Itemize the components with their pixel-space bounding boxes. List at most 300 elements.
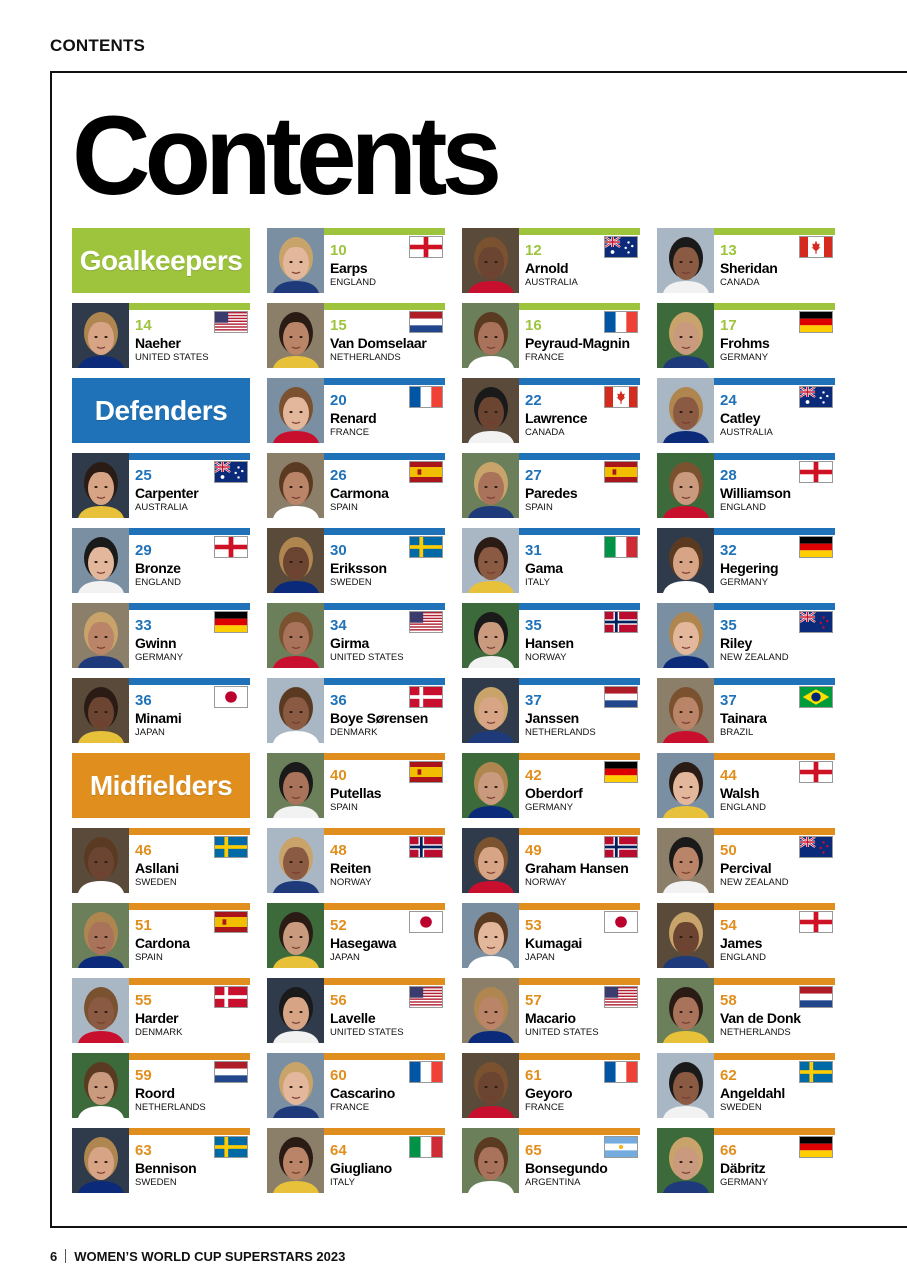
page-number-ref: 50	[720, 842, 737, 859]
player-entry	[267, 678, 445, 743]
player-country: SWEDEN	[330, 577, 372, 588]
player-photo	[267, 828, 324, 893]
player-country: UNITED STATES	[135, 352, 209, 363]
player-country: ENGLAND	[330, 277, 376, 288]
player-entry	[657, 978, 835, 1043]
player-entry	[657, 228, 835, 293]
player-photo	[657, 603, 714, 668]
player-entry	[462, 678, 640, 743]
germany-flag	[604, 761, 638, 783]
section-color-bar	[519, 678, 640, 685]
player-name: Eriksson	[330, 560, 387, 576]
germany-flag	[799, 1136, 833, 1158]
section-color-bar	[519, 903, 640, 910]
player-country: SPAIN	[330, 802, 358, 813]
player-entry	[72, 903, 250, 968]
player-photo	[72, 678, 129, 743]
player-photo	[657, 978, 714, 1043]
player-photo	[657, 1053, 714, 1118]
section-color-bar	[714, 678, 835, 685]
player-name: Walsh	[720, 785, 760, 801]
player-photo	[657, 303, 714, 368]
england-flag	[409, 236, 443, 258]
player-country: FRANCE	[525, 352, 565, 363]
player-entry	[462, 978, 640, 1043]
page-number-ref: 35	[720, 617, 737, 634]
player-country: ENGLAND	[720, 802, 766, 813]
player-name: Lavelle	[330, 1010, 376, 1026]
section-color-bar	[714, 1128, 835, 1135]
player-entry	[72, 1128, 250, 1193]
player-entry	[462, 453, 640, 518]
player-entry	[267, 453, 445, 518]
page-footer	[50, 1249, 345, 1264]
page-number-ref: 32	[720, 542, 737, 559]
player-photo	[462, 828, 519, 893]
player-name: Van de Donk	[720, 1010, 801, 1026]
player-entry	[72, 303, 250, 368]
page-number-ref: 62	[720, 1067, 737, 1084]
page-number-ref: 35	[525, 617, 542, 634]
player-name: Girma	[330, 635, 369, 651]
player-country: JAPAN	[525, 952, 555, 963]
denmark-flag	[214, 986, 248, 1008]
player-name: Bonsegundo	[525, 1160, 608, 1176]
usa-flag	[604, 986, 638, 1008]
player-country: AUSTRALIA	[525, 277, 578, 288]
page-number-ref: 26	[330, 467, 347, 484]
japan-flag	[604, 911, 638, 933]
player-photo	[462, 678, 519, 743]
page-number-ref: 64	[330, 1142, 347, 1159]
section-color-bar	[714, 903, 835, 910]
player-name: Giugliano	[330, 1160, 392, 1176]
player-photo	[462, 903, 519, 968]
section-color-bar	[324, 753, 445, 760]
player-name: Naeher	[135, 335, 181, 351]
netherlands-flag	[409, 311, 443, 333]
player-name: Däbritz	[720, 1160, 766, 1176]
section-color-bar	[714, 378, 835, 385]
page-number-ref: 28	[720, 467, 737, 484]
spain-flag	[604, 461, 638, 483]
player-name: Kumagai	[525, 935, 583, 951]
australia-flag	[604, 236, 638, 258]
player-entry	[267, 603, 445, 668]
page-number-ref: 55	[135, 992, 152, 1009]
player-name: James	[720, 935, 763, 951]
player-name: Oberdorf	[525, 785, 583, 801]
player-country: SWEDEN	[720, 1102, 762, 1113]
france-flag	[409, 1061, 443, 1083]
player-entry	[267, 978, 445, 1043]
player-entry	[657, 828, 835, 893]
page-number-ref: 37	[720, 692, 737, 709]
player-country: NEW ZEALAND	[720, 652, 789, 663]
page-number-ref: 61	[525, 1067, 542, 1084]
page-number-ref: 37	[525, 692, 542, 709]
player-country: UNITED STATES	[330, 652, 404, 663]
page-number-ref: 13	[720, 242, 737, 259]
page-number-ref: 16	[525, 317, 542, 334]
player-name: Macario	[525, 1010, 576, 1026]
page-number-ref: 49	[525, 842, 542, 859]
player-country: NEW ZEALAND	[720, 877, 789, 888]
usa-flag	[409, 986, 443, 1008]
canada-flag	[799, 236, 833, 258]
player-photo	[657, 378, 714, 443]
player-photo	[267, 528, 324, 593]
page-number-ref: 66	[720, 1142, 737, 1159]
player-entry	[462, 528, 640, 593]
italy-flag	[409, 1136, 443, 1158]
spain-flag	[409, 761, 443, 783]
page-number-ref: 27	[525, 467, 542, 484]
player-photo	[462, 228, 519, 293]
section-color-bar	[129, 903, 250, 910]
player-country: GERMANY	[720, 577, 769, 588]
norway-flag	[409, 836, 443, 858]
player-entry	[657, 603, 835, 668]
section-color-bar	[129, 528, 250, 535]
player-name: Geyoro	[525, 1085, 573, 1101]
player-photo	[72, 1053, 129, 1118]
section-color-bar	[324, 978, 445, 985]
player-country: FRANCE	[330, 427, 370, 438]
section-color-bar	[129, 828, 250, 835]
player-entry	[267, 1053, 445, 1118]
player-photo	[72, 903, 129, 968]
player-entry	[267, 303, 445, 368]
player-name: Bronze	[135, 560, 181, 576]
player-name: Catley	[720, 410, 761, 426]
player-country: ENGLAND	[720, 502, 766, 513]
player-country: DENMARK	[135, 1027, 183, 1038]
player-photo	[72, 1128, 129, 1193]
japan-flag	[409, 911, 443, 933]
page-number-ref: 33	[135, 617, 152, 634]
france-flag	[604, 1061, 638, 1083]
section-color-bar	[519, 228, 640, 235]
player-name: Van Domselaar	[330, 335, 427, 351]
player-name: Harder	[135, 1010, 179, 1026]
page-number-ref: 63	[135, 1142, 152, 1159]
player-country: NETHERLANDS	[525, 727, 596, 738]
player-name: Cascarino	[330, 1085, 395, 1101]
section-color-bar	[324, 303, 445, 310]
player-photo	[657, 828, 714, 893]
player-entry	[462, 828, 640, 893]
player-entry	[72, 978, 250, 1043]
player-photo	[267, 1053, 324, 1118]
section-color-bar	[324, 453, 445, 460]
player-name: Carpenter	[135, 485, 199, 501]
player-photo	[72, 453, 129, 518]
player-country: JAPAN	[330, 952, 360, 963]
page-number-ref: 25	[135, 467, 152, 484]
section-color-bar	[324, 678, 445, 685]
player-country: NORWAY	[330, 877, 372, 888]
player-photo	[72, 303, 129, 368]
page-number-ref: 36	[330, 692, 347, 709]
player-name: Paredes	[525, 485, 578, 501]
page-number-ref: 36	[135, 692, 152, 709]
england-flag	[799, 461, 833, 483]
player-country: SPAIN	[330, 502, 358, 513]
player-country: ENGLAND	[135, 577, 181, 588]
player-photo	[267, 603, 324, 668]
page-number-ref: 57	[525, 992, 542, 1009]
player-entry	[267, 1128, 445, 1193]
player-name: Tainara	[720, 710, 767, 726]
player-country: FRANCE	[330, 1102, 370, 1113]
player-entry	[462, 303, 640, 368]
section-heading-goalkeepers: Goalkeepers	[72, 228, 250, 293]
sweden-flag	[799, 1061, 833, 1083]
player-country: FRANCE	[525, 1102, 565, 1113]
section-color-bar	[324, 1053, 445, 1060]
usa-flag	[409, 611, 443, 633]
player-country: SWEDEN	[135, 1177, 177, 1188]
france-flag	[409, 386, 443, 408]
page-number-ref: 44	[720, 767, 737, 784]
player-entry	[72, 828, 250, 893]
section-color-bar	[129, 1053, 250, 1060]
player-name: Renard	[330, 410, 377, 426]
player-entry	[267, 228, 445, 293]
section-color-bar	[324, 828, 445, 835]
player-entry	[657, 528, 835, 593]
player-photo	[657, 453, 714, 518]
footer-divider	[65, 1249, 66, 1263]
page-number-ref: 53	[525, 917, 542, 934]
new-zealand-flag	[799, 611, 833, 633]
section-color-bar	[129, 453, 250, 460]
player-country: CANADA	[720, 277, 760, 288]
player-country: JAPAN	[135, 727, 165, 738]
publication-title: WOMEN’S WORLD CUP SUPERSTARS 2023	[74, 1249, 346, 1264]
page-number-ref: 56	[330, 992, 347, 1009]
player-entry	[72, 678, 250, 743]
australia-flag	[214, 461, 248, 483]
player-entry	[657, 453, 835, 518]
player-country: AUSTRALIA	[135, 502, 188, 513]
player-entry	[462, 603, 640, 668]
player-entry	[72, 453, 250, 518]
player-country: SPAIN	[525, 502, 553, 513]
page-number-ref: 22	[525, 392, 542, 409]
player-name: Hansen	[525, 635, 574, 651]
player-photo	[657, 228, 714, 293]
player-name: Arnold	[525, 260, 569, 276]
netherlands-flag	[214, 1061, 248, 1083]
player-photo	[657, 678, 714, 743]
player-photo	[462, 753, 519, 818]
section-color-bar	[714, 978, 835, 985]
section-color-bar	[129, 678, 250, 685]
player-country: ENGLAND	[720, 952, 766, 963]
page-number-ref: 52	[330, 917, 347, 934]
player-name: Graham Hansen	[525, 860, 629, 876]
section-color-bar	[519, 978, 640, 985]
player-entry	[657, 753, 835, 818]
page-number-ref: 51	[135, 917, 152, 934]
page-number-ref: 60	[330, 1067, 347, 1084]
player-photo	[657, 528, 714, 593]
section-color-bar	[519, 1128, 640, 1135]
sweden-flag	[214, 1136, 248, 1158]
germany-flag	[799, 536, 833, 558]
section-color-bar	[129, 603, 250, 610]
page-number-ref: 46	[135, 842, 152, 859]
player-name: Lawrence	[525, 410, 588, 426]
player-name: Peyraud-Magnin	[525, 335, 630, 351]
canada-flag	[604, 386, 638, 408]
denmark-flag	[409, 686, 443, 708]
player-entry	[462, 753, 640, 818]
player-photo	[657, 903, 714, 968]
player-entry	[462, 1128, 640, 1193]
section-color-bar	[714, 303, 835, 310]
player-entry	[72, 603, 250, 668]
player-country: NETHERLANDS	[330, 352, 401, 363]
player-name: Sheridan	[720, 260, 778, 276]
player-name: Carmona	[330, 485, 389, 501]
italy-flag	[604, 536, 638, 558]
player-entry	[657, 378, 835, 443]
france-flag	[604, 311, 638, 333]
player-photo	[267, 228, 324, 293]
page-number-ref: 20	[330, 392, 347, 409]
page-number-ref: 65	[525, 1142, 542, 1159]
player-name: Putellas	[330, 785, 382, 801]
player-entry	[267, 378, 445, 443]
player-entry	[462, 378, 640, 443]
player-photo	[462, 453, 519, 518]
player-entry	[462, 903, 640, 968]
section-color-bar	[714, 1053, 835, 1060]
player-photo	[267, 903, 324, 968]
player-country: ARGENTINA	[525, 1177, 581, 1188]
player-name: Angeldahl	[720, 1085, 785, 1101]
argentina-flag	[604, 1136, 638, 1158]
australia-flag	[799, 386, 833, 408]
section-color-bar	[129, 1128, 250, 1135]
section-color-bar	[324, 378, 445, 385]
player-name: Bennison	[135, 1160, 197, 1176]
player-country: UNITED STATES	[330, 1027, 404, 1038]
page-number-ref: 34	[330, 617, 347, 634]
player-photo	[462, 978, 519, 1043]
player-name: Janssen	[525, 710, 579, 726]
section-color-bar	[519, 753, 640, 760]
player-photo	[267, 303, 324, 368]
player-entry	[657, 1128, 835, 1193]
player-name: Hegering	[720, 560, 779, 576]
germany-flag	[214, 611, 248, 633]
page-title: Contents	[72, 93, 497, 218]
player-country: NORWAY	[525, 652, 567, 663]
page-number-ref: 48	[330, 842, 347, 859]
section-heading-defenders: Defenders	[72, 378, 250, 443]
netherlands-flag	[799, 986, 833, 1008]
player-name: Percival	[720, 860, 772, 876]
section-color-bar	[519, 528, 640, 535]
brazil-flag	[799, 686, 833, 708]
section-color-bar	[519, 303, 640, 310]
player-entry	[267, 903, 445, 968]
page-number-ref: 40	[330, 767, 347, 784]
player-name: Riley	[720, 635, 752, 651]
player-name: Minami	[135, 710, 182, 726]
page-number-ref: 59	[135, 1067, 152, 1084]
england-flag	[799, 761, 833, 783]
player-country: SPAIN	[135, 952, 163, 963]
section-color-bar	[714, 228, 835, 235]
page-number-ref: 12	[525, 242, 542, 259]
section-color-bar	[519, 603, 640, 610]
usa-flag	[214, 311, 248, 333]
section-color-bar	[324, 228, 445, 235]
section-color-bar	[519, 828, 640, 835]
section-color-bar	[519, 1053, 640, 1060]
section-color-bar	[324, 903, 445, 910]
england-flag	[799, 911, 833, 933]
sweden-flag	[214, 836, 248, 858]
player-country: GERMANY	[720, 1177, 769, 1188]
page-number-ref: 14	[135, 317, 152, 334]
player-country: DENMARK	[330, 727, 378, 738]
player-entry	[72, 1053, 250, 1118]
player-country: NETHERLANDS	[135, 1102, 206, 1113]
player-photo	[462, 528, 519, 593]
section-color-bar	[714, 453, 835, 460]
player-name: Gama	[525, 560, 563, 576]
player-country: SWEDEN	[135, 877, 177, 888]
player-name: Frohms	[720, 335, 770, 351]
running-header: CONTENTS	[50, 36, 146, 55]
player-country: BRAZIL	[720, 727, 754, 738]
page-number-ref: 42	[525, 767, 542, 784]
player-photo	[267, 1128, 324, 1193]
netherlands-flag	[604, 686, 638, 708]
player-photo	[267, 978, 324, 1043]
england-flag	[214, 536, 248, 558]
page-number-ref: 15	[330, 317, 347, 334]
player-photo	[72, 828, 129, 893]
player-entry	[462, 1053, 640, 1118]
section-color-bar	[324, 603, 445, 610]
player-photo	[267, 753, 324, 818]
player-name: Reiten	[330, 860, 371, 876]
section-color-bar	[324, 1128, 445, 1135]
section-color-bar	[519, 453, 640, 460]
player-country: AUSTRALIA	[720, 427, 773, 438]
player-photo	[462, 1053, 519, 1118]
page-number-ref: 54	[720, 917, 737, 934]
player-name: Boye Sørensen	[330, 710, 429, 726]
player-entry	[72, 528, 250, 593]
player-entry	[462, 228, 640, 293]
player-photo	[462, 1128, 519, 1193]
page-number-ref: 10	[330, 242, 347, 259]
section-heading-midfielders: Midfielders	[72, 753, 250, 818]
player-country: ITALY	[330, 1177, 355, 1188]
section-color-bar	[324, 528, 445, 535]
norway-flag	[604, 611, 638, 633]
player-photo	[72, 978, 129, 1043]
player-country: GERMANY	[720, 352, 769, 363]
